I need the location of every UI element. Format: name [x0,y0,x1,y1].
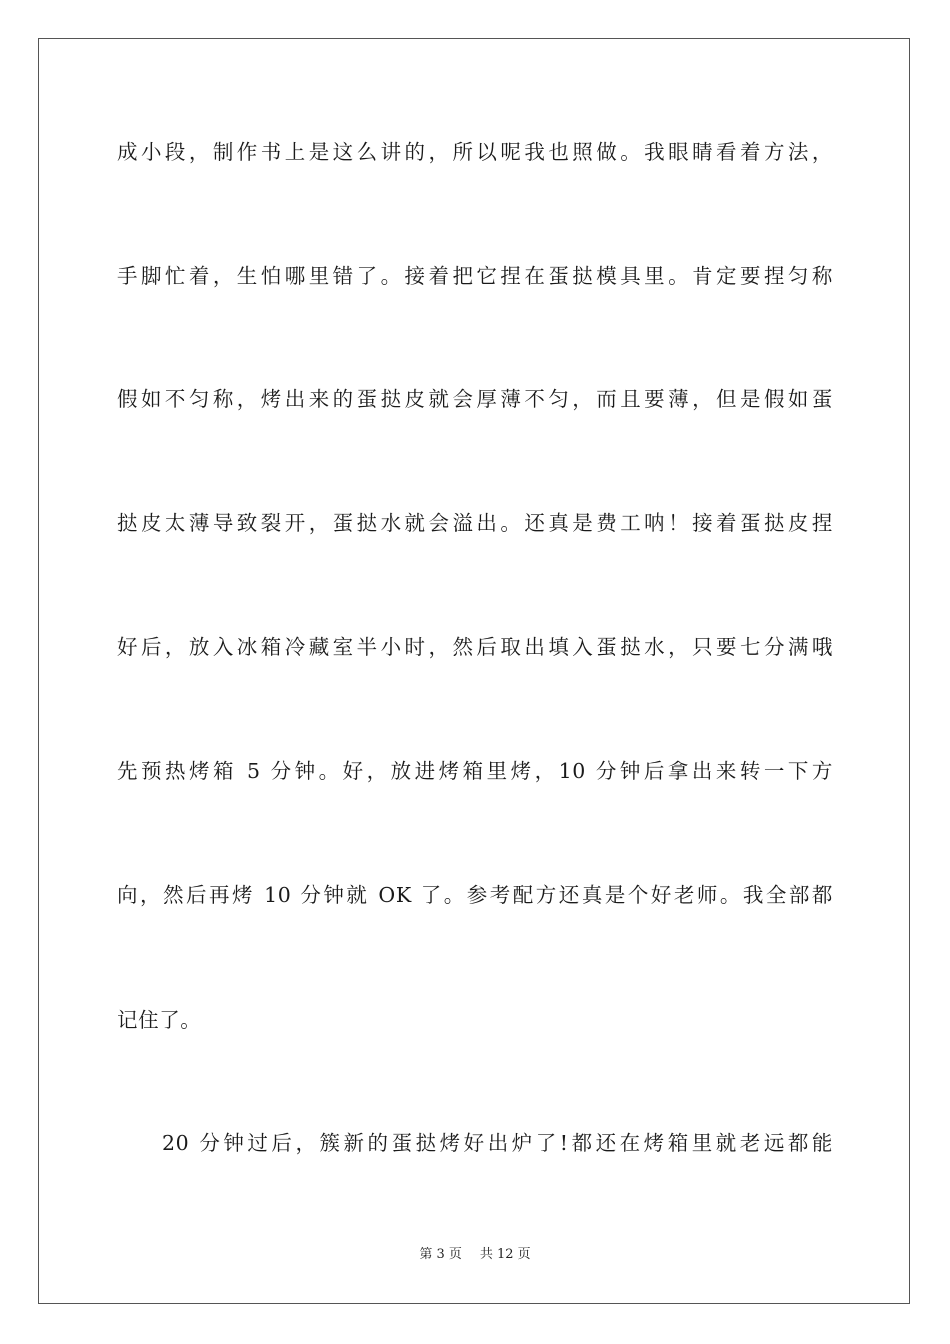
text-line: 手脚忙着，生怕哪里错了。接着把它捏在蛋挞模具里。肯定要捏匀称 [117,264,833,288]
paragraph-first-line: 20 分钟过后，簇新的蛋挞烤好出炉了!都还在烤箱里就老远都能 [162,1131,833,1155]
page-footer [0,1246,950,1264]
page-total: 共 12 页 [479,1247,531,1262]
text-line: 向，然后再烤 10 分钟就 OK 了。参考配方还真是个好老师。我全部都 [117,883,833,907]
text-line: 成小段，制作书上是这么讲的，所以呢我也照做。我眼睛看着方法， [117,140,833,164]
text-line: 记住了。 [117,1008,202,1032]
text-line: 好后，放入冰箱冷藏室半小时，然后取出填入蛋挞水，只要七分满哦 [117,635,833,659]
text-line: 假如不匀称，烤出来的蛋挞皮就会厚薄不匀，而且要薄，但是假如蛋 [117,387,833,411]
text-line: 挞皮太薄导致裂开，蛋挞水就会溢出。还真是费工呐！接着蛋挞皮捏 [117,511,833,535]
page-border [38,38,910,1304]
page-number: 第 3 页 [419,1247,462,1262]
text-line: 先预热烤箱 5 分钟。好，放进烤箱里烤，10 分钟后拿出来转一下方 [117,759,833,783]
